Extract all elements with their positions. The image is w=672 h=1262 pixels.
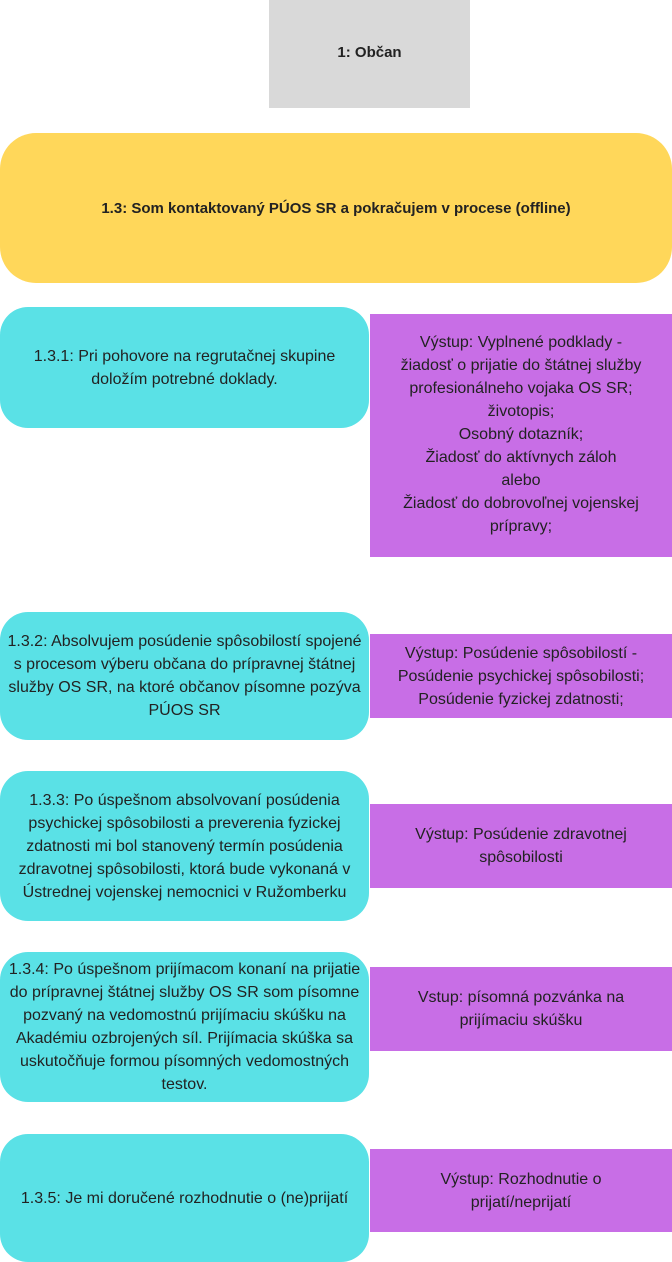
step-node-1-3-5 (0, 1134, 369, 1262)
output-line: prípravy; (489, 518, 553, 535)
output-node-1-3-5 (370, 1149, 672, 1232)
output-line: Výstup: Rozhodnutie o (440, 1170, 602, 1188)
output-node-1-3-4 (370, 967, 672, 1051)
output-line: Posúdenie fyzickej zdatnosti; (418, 690, 624, 708)
step-node-1-3-4 (0, 952, 369, 1102)
output-line: Žiadosť do dobrovoľnej vojenskej (403, 495, 639, 512)
output-line: žiadosť o prijatie do štátnej služby (400, 357, 642, 374)
output-line: spôsobilosti (479, 849, 563, 866)
output-line: prijatí/neprijatí (470, 1193, 572, 1211)
step-label: 1.3.3: Po úspešnom absolvovaní posúdenia psychickej spôsobilosti a preverenia fyzickej zdatnosti mi bol stanovený termín posúdenia zdravotnej spôsobilosti, ktorá bude vykonaná v Ústrednej vojenskej nemocnici v Ružomberku (18, 791, 351, 901)
phase-node-label: 1.3: Som kontaktovaný PÚOS SR a pokračujem v procese (offline) (101, 199, 571, 217)
output-line: prijímaciu skúšku (459, 1012, 583, 1029)
step-label: 1.3.5: Je mi doručené rozhodnutie o (ne)prijatí (20, 1189, 349, 1207)
output-line: Žiadosť do aktívnych záloh (425, 449, 617, 466)
output-line: Výstup: Vyplnené podklady - (419, 334, 623, 351)
output-node-1-3-2 (370, 634, 672, 718)
output-line: Výstup: Posúdenie zdravotnej (415, 826, 627, 843)
output-line: životopis; (487, 403, 555, 420)
step-label: 1.3.4: Po úspešnom prijímacom konaní na prijatie do prípravnej štátnej služby OS SR som písomne pozvaný na vedomostnú prijímaciu skúšku na Akadémiu ozbrojených síl. Prijímacia skúška sa uskutočňuje formou písomných vedomostných testov. (8, 961, 361, 1093)
output-line: Posúdenie psychickej spôsobilosti; (397, 667, 645, 685)
output-line: alebo (501, 472, 541, 489)
output-node-1-3-3 (370, 804, 672, 888)
output-line: profesionálneho vojaka OS SR; (409, 380, 633, 397)
root-node-obcan (269, 0, 470, 108)
step-label: 1.3.1: Pri pohovore na regrutačnej skupine doložím potrebné doklady. (33, 347, 336, 388)
output-line: Vstup: písomná pozvánka na (417, 989, 625, 1006)
step-label: 1.3.2: Absolvujem posúdenie spôsobilostí spojené s procesom výberu občana do prípravnej štátnej služby OS SR, na ktoré občanov písomne pozýva PÚOS SR (7, 633, 362, 719)
step-node-1-3-1 (0, 307, 369, 428)
step-node-1-3-3 (0, 771, 369, 921)
phase-node-1-3 (0, 133, 672, 283)
root-node-label: 1: Občan (337, 43, 402, 61)
step-node-1-3-2 (0, 612, 369, 740)
output-node-1-3-1 (370, 314, 672, 557)
output-line: Osobný dotazník; (458, 426, 584, 443)
output-line: Výstup: Posúdenie spôsobilostí - (404, 644, 638, 662)
